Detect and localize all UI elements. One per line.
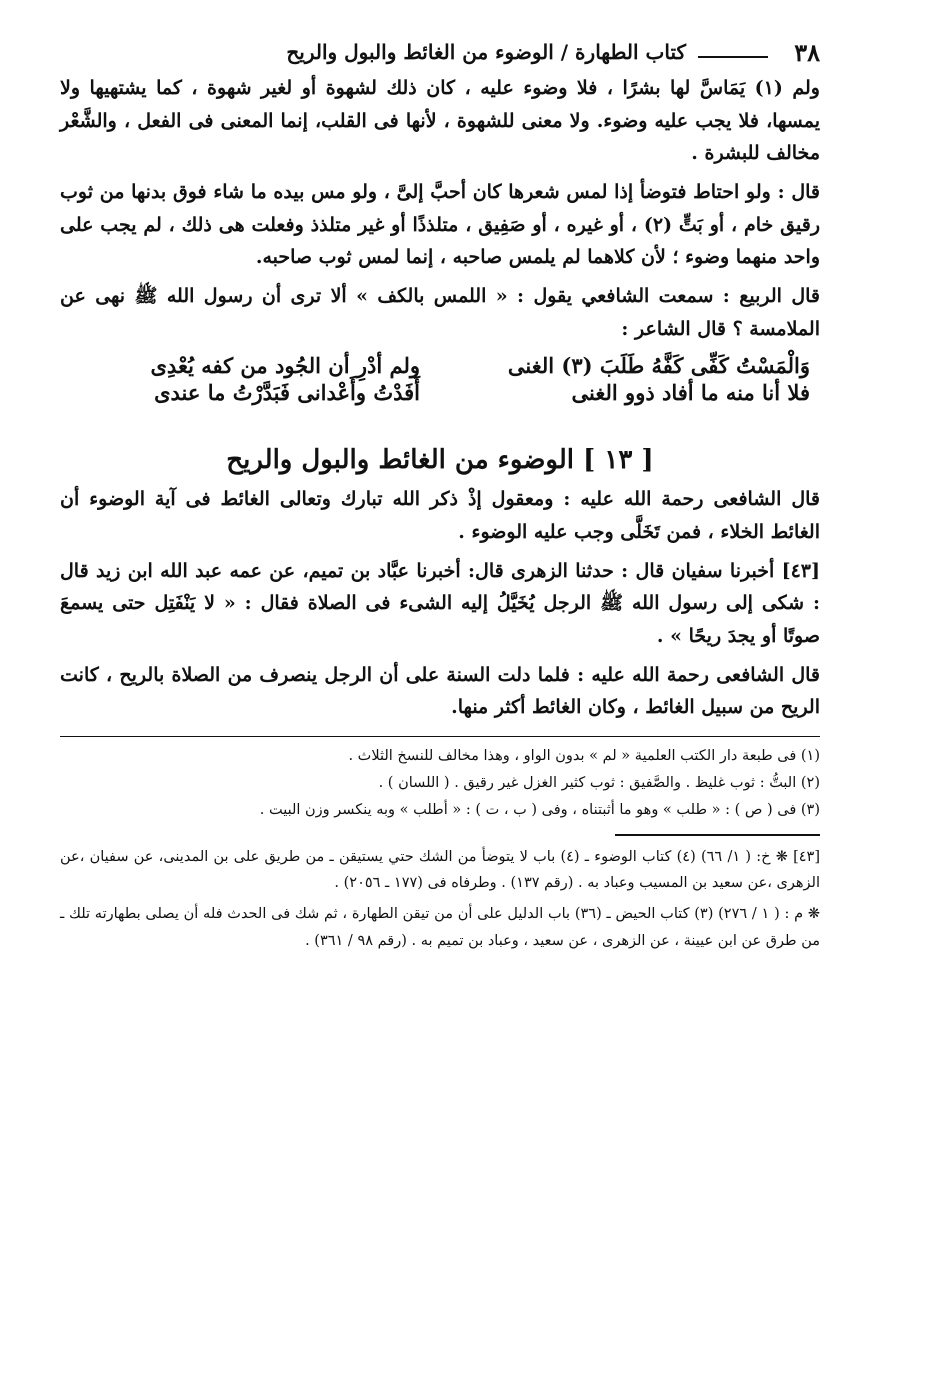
source-note-2: ❋ م : ( ١ / ٢٧٦) (٣) كتاب الحيض ـ (٣٦) باب الدليل على أن من تيقن الطهارة ، ثم شك فى الحدث فله أن يصلى بطهارته تلك ـ من طرق عن ابن عيينة ، عن الزهرى ، عن سعيد ، وعباد بن تميم به . (رقم ٩٨ / ٣٦١) . — [60, 906, 820, 949]
chapter-heading: [ ١٣ ] الوضوء من الغائط والبول والريح — [226, 445, 654, 476]
footnote-3: (٣) فى ( ص ) : « طلب » وهو ما أثبتناه ، وفى ( ب ، ت ) : « أطلب » وبه ينكسر وزن البيت . — [259, 801, 820, 818]
footnote-divider — [60, 736, 820, 737]
body-paragraph-2 — [60, 176, 820, 274]
source-note-1: [٤٣] ❋ خ: ( ١/ ٦٦) (٤) كتاب الوضوء ـ (٤) باب لا يتوضأ من الشك حتي يستيقن ـ من طريق على بن المدينى، عن سفيان ،عن الزهرى ،عن سعيد بن المسيب وعباد به . (رقم ١٣٧) . وطرفاه فى (١٧٧ ـ ٢٠٥٦) . — [60, 848, 820, 892]
paragraph-text: رحمة الله عليه : ومعقول إذْ ذكر الله تبارك وتعالى الغائط فى آية الوضوء أن الغائط الخلاء ، فمن تَخَلَّى وجب عليه الوضوء . — [60, 488, 820, 544]
hadith-paragraph: [٤٣] أخبرنا سفيان قال : حدثنا الزهرى قال: أخبرنا عبَّاد بن تميم، عن عمه عبد الله ابن زيد قال : شكى إلى رسول الله ﷺ الرجل يُخَيَّلُ إليه الشىء فى الصلاة فقال : « لا يَنْفَتِل حتى يسمعَ صوتًا أو يجدَ ريحًا » . — [60, 559, 820, 648]
paragraph-lead: قال الشافعى — [713, 488, 820, 511]
paragraph-lead: قال الشافعى — [716, 663, 820, 686]
paragraph-text: رحمة الله عليه : فلما دلت السنة على أن الرجل ينصرف من الصلاة بالريح ، كانت الريح من سبيل الغائط ، وكان الغائط أكثر منها. — [60, 663, 820, 719]
chapter-paragraph-3 — [60, 659, 820, 724]
paragraph-text: ولو احتاط فتوضأ إذا لمس شعرها كان أحبَّ إلىَّ ، ولو مس بيده ما شاء فوق بدنها من ثوب رقيق خام ، أو بَتٍّ (٢) ، أو غيره ، أو صَفِيق ، متلذذًا أو غير متلذذ وفعلت هى ذلك ، لم يجب على واحد منهما وضوء ؛ لأن كلاهما لم يلمس صاحبه ، إنما لمس ثوب صاحبه. — [60, 181, 820, 269]
footnote-1: (١) فى طبعة دار الكتب العلمية « لم » بدون الواو ، وهذا مخالف للنسخ الثلاث . — [348, 748, 820, 765]
book-page — [60, 32, 820, 959]
verse-1-second-hemistich: ولم أدْرِ أن الجُود من كفه يُعْدِى — [150, 353, 420, 379]
running-title: كتاب الطهارة / الوضوء من الغائط والبول والريح — [286, 40, 686, 64]
footnote-2: (٢) البتُّ : ثوب غليظ . والصَّفيق : ثوب كثير الغزل غير رقيق . ( اللسان ) . — [378, 774, 820, 791]
sources-divider — [615, 834, 820, 836]
page-number: ٣٨ — [794, 38, 820, 67]
body-paragraph-1: ولم (١) يَمَاسَّ لها بشرًا ، فلا وضوء عليه ، كان ذلك لشهوة أو لغير شهوة ، كما يشتهيها ولا يمسها، فلا يجب عليه وضوء. ولا معنى للشهوة ، لأنها فى القلب، إنما المعنى فى الفعل ، والشَّعْر مخالف للبشرة . — [60, 77, 820, 165]
header-rule — [698, 56, 768, 58]
verse-2-second-hemistich: أَفَدْتُ وأَعْدانى فَبَدَّرْتُ ما عندى — [154, 380, 420, 406]
page-header — [60, 32, 820, 72]
verse-2-first-hemistich: فلا أنا منه ما أفاد ذوو الغنى — [571, 380, 810, 406]
body-paragraph-3: قال الربيع : سمعت الشافعي يقول : « اللمس بالكف » ألا ترى أن رسول الله ﷺ نهى عن الملامسة ؟ قال الشاعر : — [60, 285, 820, 340]
paragraph-lead: قال : — [777, 181, 820, 204]
poetry-verses — [70, 353, 810, 405]
verse-1-first-hemistich: وَالْمَسْتُ كَفِّى كَفَّهُ طَلَبَ (٣) الغنى — [507, 353, 810, 379]
chapter-paragraph-1 — [60, 483, 820, 548]
